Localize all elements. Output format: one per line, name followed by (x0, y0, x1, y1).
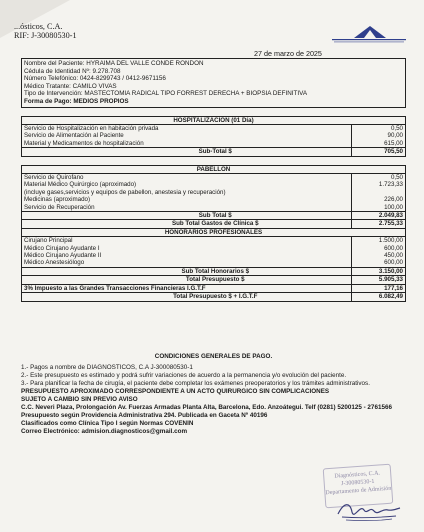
clinic-expenses-value: 2.755,33 (351, 220, 405, 228)
section-title: HOSPITALIZACION (01 Día) (22, 116, 405, 124)
table-row (22, 181, 405, 188)
row-label: Servicio de Recuperación (24, 203, 95, 211)
contact-email: Correo Electrónico: admision.diagnosticos@gmail.com (21, 428, 188, 435)
table-row (22, 245, 405, 252)
row-label: (incluye gases,servicios y equipos de pabellon, anestesia y recuperación) (24, 188, 226, 196)
admission-stamp: Diagnósticos, C.A. J-30080530-1 Departamento de Admisión (323, 464, 394, 509)
row-label: Cirujano Principal (24, 237, 73, 245)
row-value: 226,00 (351, 196, 405, 203)
table-row (22, 174, 405, 182)
table-row (22, 189, 405, 196)
total-budget-label: Total Presupuesto $ (22, 276, 351, 284)
patient-id: Cédula de Identidad Nº: 9.278.708 (24, 67, 121, 75)
row-value: 1.500,00 (351, 237, 405, 245)
table-row (22, 196, 405, 203)
row-value: 90,00 (351, 132, 405, 139)
company-header (14, 22, 77, 40)
table-row (22, 259, 405, 267)
condition-line: PRESUPUESTO APROXIMADO CORRESPONDIENTE A UN ACTO QUIRURGICO SIN COMPLICACIONES (21, 388, 330, 395)
clinic-address: C.C. Neveri Plaza, Prolongación Av. Fuerzas Armadas Planta Alta, Barcelona, Edo. Anzoátegui. Telf (0281) 5200125 - 2761566 (21, 404, 392, 411)
row-label: Medicinas (aproximado) (24, 196, 91, 204)
conditions-title: CONDICIONES GENERALES DE PAGO. (154, 353, 273, 360)
subtotal-value: 705,50 (351, 148, 405, 156)
company-rif: RIF: J-30080530-1 (14, 31, 77, 40)
subtotal-label: Sub Total Honorarios $ (22, 267, 351, 275)
row-label: Servicio de Hospitalización en habitación privada (24, 124, 159, 132)
condition-line: SUJETO A CAMBIO SIN PREVIO AVISO (21, 396, 138, 403)
payment-method: Forma de Pago: MEDIOS PROPIOS (24, 97, 129, 105)
payment-conditions (21, 353, 406, 436)
hospitalizacion-section (21, 116, 406, 157)
signature (334, 496, 404, 524)
row-label: Médico Cirujano Ayudante II (24, 252, 102, 260)
pabellon-section (21, 165, 406, 302)
row-label: Servicio de Quirofano (24, 174, 84, 181)
row-label: Médico Cirujano Ayudante I (24, 244, 100, 252)
clinic-logo (330, 24, 408, 44)
condition-line: Presupuesto según Providencia Administrativa 294. Publicada en Gaceta Nº 40196 (21, 412, 268, 419)
subtotal-value: 3.150,00 (351, 267, 405, 275)
clinic-expenses-label: Sub Total Gastos de Clínica $ (22, 220, 351, 228)
grand-total-label: Total Presupuesto $ + I.G.T.F (22, 293, 351, 301)
budget-sheet (21, 58, 406, 302)
table-row (22, 124, 405, 132)
subtotal-label: Sub Total $ (22, 212, 351, 220)
section-title: PABELLON (22, 165, 405, 173)
table-row (22, 140, 405, 148)
row-label: Material y Medicamentos de hospitalización (24, 139, 144, 147)
row-value: 600,00 (351, 245, 405, 252)
table-row (22, 252, 405, 259)
row-value: 615,00 (351, 140, 405, 148)
condition-line: Clasificados como Clínica Tipo I según Normas COVENIN (21, 420, 194, 427)
grand-total-value: 6.082,49 (351, 293, 405, 301)
condition-line: 2.- Este presupuesto es estimado y podrá sufrir variaciones de acuerdo a la permanencia y/o evolución del paciente. (21, 372, 347, 379)
row-label: Material Médico Quirúrgico (aproximado) (24, 181, 137, 189)
condition-line: 3.- Para planificar la fecha de cirugía, el paciente debe completar los exámenes preoperatorios y los trámites administrativos. (21, 380, 370, 387)
condition-line: 1.- Pagos a nombre de DIAGNOSTICOS, C.A J-300080530-1 (21, 364, 193, 371)
subtotal-label: Sub-Total $ (22, 148, 351, 156)
igtf-label: 3% Impuesto a las Grandes Transacciones Financieras I.G.T.F (22, 284, 351, 292)
document-date: 27 de marzo de 2025 (254, 49, 322, 58)
section-title: HONORARIOS PROFESIONALES (22, 228, 405, 236)
row-label: Médico Anestesiólogo (24, 259, 85, 267)
table-row (22, 204, 405, 212)
igtf-value: 177,16 (351, 284, 405, 292)
row-label: Servicio de Alimentación al Paciente (24, 132, 124, 140)
table-row (22, 132, 405, 139)
procedure-type: Tipo de Intervención: MASTECTOMIA RADICAL TIPO FORREST DERECHA + BIOPSIA DEFINITIVA (24, 90, 308, 98)
table-row (22, 237, 405, 245)
row-value: 0,50 (351, 174, 405, 182)
row-value: 600,00 (351, 259, 405, 267)
row-value: 450,00 (351, 252, 405, 259)
subtotal-value: 2.049,83 (351, 212, 405, 220)
row-value: 0,50 (351, 124, 405, 132)
treating-doctor: Médico Tratante: CAMILO VIVAS (24, 82, 117, 90)
total-budget-value: 5.905,33 (351, 276, 405, 284)
row-value: 100,00 (351, 204, 405, 212)
row-value: 1.723,33 (351, 181, 405, 188)
patient-phone: Número Telefónico: 0424-8299743 / 0412-9671156 (24, 75, 166, 83)
company-name: ...ósticos, C.A. (14, 22, 63, 31)
row-value (351, 189, 405, 196)
patient-name: Nombre del Paciente: HYRAIMA DEL VALLE CONDE RONDON (24, 60, 204, 67)
patient-info (21, 58, 406, 108)
